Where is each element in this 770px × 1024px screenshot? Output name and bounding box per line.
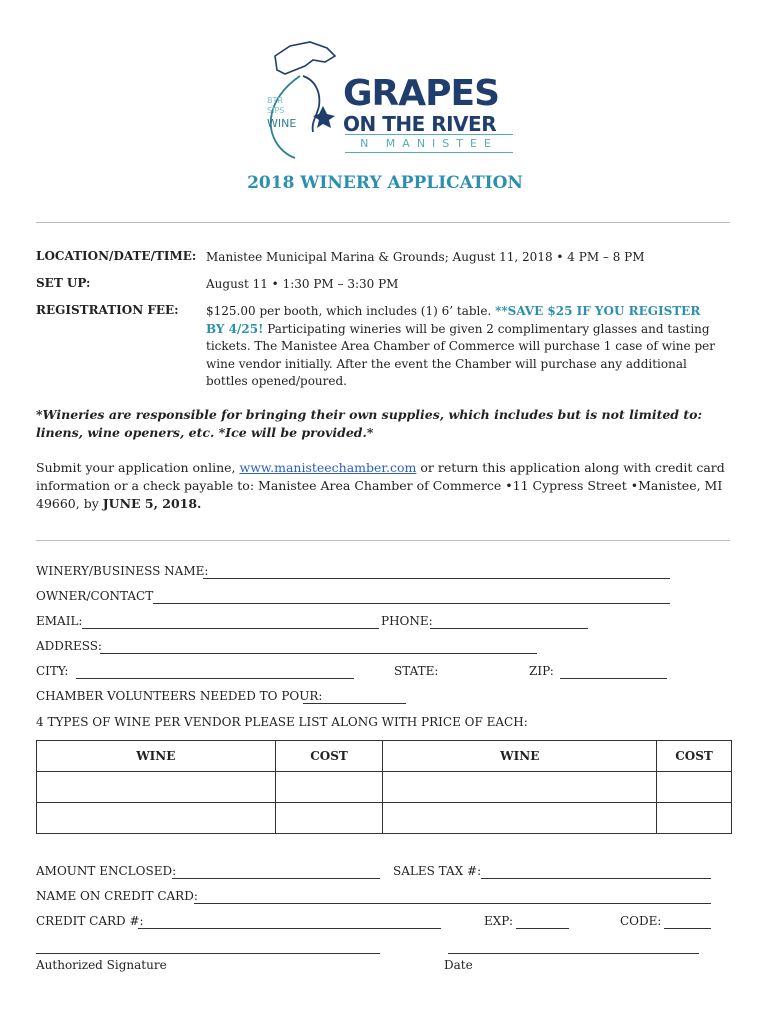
- grapes-on-the-river-logo: [255, 36, 520, 166]
- cost-cell[interactable]: [657, 772, 732, 803]
- owner-contact-label: OWNER/CONTACT: [36, 589, 154, 603]
- fee-details-text: Participating wineries will be given 2 complimentary glasses and tasting tickets. The Manistee Area Chamber of Commerce will purchase 1 case of wine per wine vendor initially. After the event the Chamber will purchase any additional bottles opened/poured.: [206, 321, 715, 388]
- winery-name-label: WINERY/BUSINESS NAME:: [36, 564, 209, 578]
- sales-tax-field[interactable]: [481, 878, 711, 879]
- logo-grapes-text: GRAPES: [343, 73, 500, 114]
- code-field[interactable]: [664, 928, 711, 929]
- divider: [36, 540, 730, 541]
- location-label: LOCATION/DATE/TIME:: [36, 249, 197, 263]
- sales-tax-label: SALES TAX #:: [393, 864, 482, 878]
- fee-text: $125.00 per booth, which includes (1) 6’ table.: [206, 304, 496, 318]
- setup-value: August 11 • 1:30 PM – 3:30 PM: [206, 277, 399, 291]
- divider: [36, 222, 730, 223]
- phone-field[interactable]: [430, 628, 588, 629]
- location-value: Manistee Municipal Marina & Grounds; August 11, 2018 • 4 PM – 8 PM: [206, 250, 645, 264]
- cost-cell[interactable]: [275, 803, 383, 834]
- deadline-text: JUNE 5, 2018.: [102, 496, 202, 511]
- submit-instructions: [36, 459, 726, 513]
- cost-column-header: COST: [657, 741, 732, 772]
- city-field[interactable]: [76, 678, 354, 679]
- table-row: [37, 803, 732, 834]
- address-label: ADDRESS:: [36, 639, 102, 653]
- wine-types-label: 4 TYPES OF WINE PER VENDOR PLEASE LIST ALONG WITH PRICE OF EACH:: [36, 715, 528, 729]
- card-number-label: CREDIT CARD #:: [36, 914, 144, 928]
- email-field[interactable]: [82, 628, 379, 629]
- code-label: CODE:: [620, 914, 662, 928]
- registration-fee-label: REGISTRATION FEE:: [36, 303, 179, 317]
- logo-manistee-text: N MANISTEE: [345, 134, 513, 153]
- cost-column-header: COST: [275, 741, 383, 772]
- zip-field[interactable]: [560, 678, 667, 679]
- early-discount-text: **SAVE $25 IF YOU REGISTER BY 4/25!: [206, 304, 701, 336]
- email-label: EMAIL:: [36, 614, 83, 628]
- city-label: CITY:: [36, 664, 69, 678]
- amount-enclosed-field[interactable]: [172, 878, 380, 879]
- submit-intro: Submit your application online,: [36, 460, 240, 475]
- logo-small-text: BTR SIPS: [267, 96, 285, 115]
- logo-wine-text: WINE: [267, 117, 297, 130]
- phone-label: PHONE:: [381, 614, 433, 628]
- card-name-label: NAME ON CREDIT CARD:: [36, 889, 198, 903]
- supplies-note: *Wineries are responsible for bringing their own supplies, which includes but is not limited to: linens, wine openers, etc. *Ice will be provided.*: [36, 407, 703, 440]
- registration-fee-value: [206, 303, 721, 391]
- exp-field[interactable]: [516, 928, 569, 929]
- table-row: [37, 772, 732, 803]
- owner-contact-field[interactable]: [153, 603, 670, 604]
- winery-name-field[interactable]: [203, 578, 670, 579]
- zip-label: ZIP:: [529, 664, 554, 678]
- volunteers-label: CHAMBER VOLUNTEERS NEEDED TO POUR:: [36, 689, 323, 703]
- wine-cell[interactable]: [37, 803, 276, 834]
- state-label: STATE:: [394, 664, 439, 678]
- table-header-row: [37, 741, 732, 772]
- cost-cell[interactable]: [275, 772, 383, 803]
- wine-cell[interactable]: [383, 772, 657, 803]
- date-label: Date: [444, 958, 473, 972]
- cost-cell[interactable]: [657, 803, 732, 834]
- amount-enclosed-label: AMOUNT ENCLOSED:: [36, 864, 177, 878]
- wine-cell[interactable]: [37, 772, 276, 803]
- signature-line[interactable]: [36, 953, 380, 954]
- wine-column-header: WINE: [37, 741, 276, 772]
- signature-label: Authorized Signature: [36, 958, 167, 972]
- wine-column-header: WINE: [383, 741, 657, 772]
- date-line[interactable]: [448, 953, 699, 954]
- submit-address: or return this application along with credit card information or a check payable to: Manistee Area Chamber of Commerce •11 Cypress Street •Manistee, MI 49660, by: [36, 460, 725, 511]
- wine-cell[interactable]: [383, 803, 657, 834]
- card-name-field[interactable]: [194, 903, 711, 904]
- address-field[interactable]: [100, 653, 537, 654]
- wine-price-table: [36, 740, 732, 834]
- setup-label: SET UP:: [36, 276, 91, 290]
- volunteers-field[interactable]: [303, 703, 406, 704]
- chamber-website-link[interactable]: www.manisteechamber.com: [239, 460, 417, 475]
- exp-label: EXP:: [484, 914, 513, 928]
- card-number-field[interactable]: [138, 928, 441, 929]
- page-title: 2018 WINERY APPLICATION: [247, 173, 523, 193]
- logo-on-the-river-text: ON THE RIVER: [343, 112, 497, 136]
